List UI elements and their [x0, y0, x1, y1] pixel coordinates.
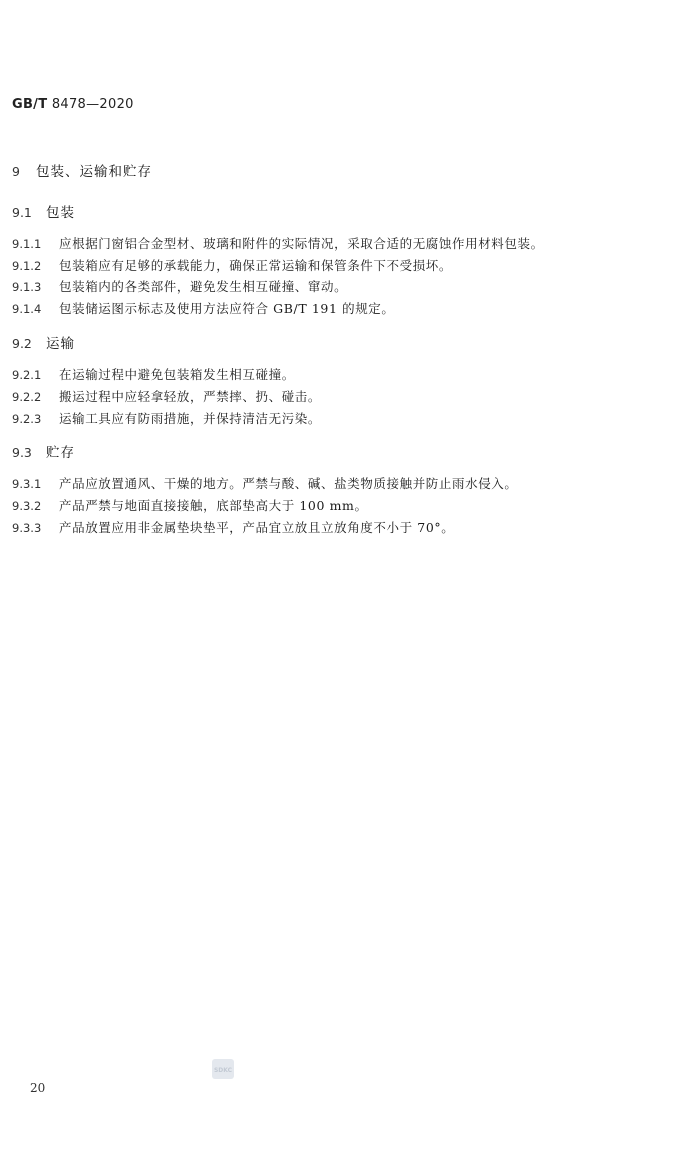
- section-heading-9-3: [12, 441, 75, 461]
- svg-text:SDKC: SDKC: [214, 1067, 232, 1074]
- chapter-heading: [12, 160, 152, 180]
- clause-number: 9.2.1: [12, 368, 42, 382]
- clause-number: 9.2.2: [12, 390, 42, 404]
- section-number: 9.3: [12, 445, 32, 460]
- clause-number: 9.1.2: [12, 259, 42, 273]
- clause-text: 包装箱内的各类部件，避免发生相互碰撞、窜动。: [59, 279, 348, 294]
- clause-9-1-2: [12, 256, 452, 274]
- section-title: 包装: [46, 205, 75, 221]
- clause-number: 9.3.1: [12, 477, 42, 491]
- clause-9-2-1: [12, 365, 295, 383]
- clause-text: 运输工具应有防雨措施，并保持清洁无污染。: [59, 411, 322, 426]
- section-number: 9.1: [12, 205, 32, 220]
- logo-watermark-icon: [212, 1059, 234, 1079]
- clause-number: 9.1.1: [12, 237, 42, 251]
- chapter-title: 包装、运输和贮存: [36, 164, 152, 180]
- clause-text: 搬运过程中应轻拿轻放，严禁摔、扔、碰击。: [59, 389, 322, 404]
- clause-number: 9.1.3: [12, 280, 42, 294]
- clause-9-2-2: [12, 387, 321, 405]
- clause-text: 产品放置应用非金属垫块垫平，产品宜立放且立放角度不小于 70°。: [59, 520, 455, 535]
- clause-9-3-1: [12, 474, 518, 492]
- clause-number: 9.2.3: [12, 412, 42, 426]
- clause-text: 应根据门窗铝合金型材、玻璃和附件的实际情况，采取合适的无腐蚀作用材料包装。: [59, 236, 544, 251]
- clause-text: 包装箱应有足够的承载能力，确保正常运输和保管条件下不受损坏。: [59, 258, 453, 273]
- standard-prefix: GB/T: [12, 97, 48, 112]
- clause-9-2-3: [12, 409, 321, 427]
- standard-number-header: [12, 97, 134, 112]
- clause-number: 9.3.3: [12, 521, 42, 535]
- section-title: 贮存: [46, 445, 75, 461]
- section-number: 9.2: [12, 336, 32, 351]
- section-heading-9-2: [12, 332, 75, 352]
- clause-9-3-3: [12, 518, 454, 536]
- standard-number: 8478—2020: [51, 97, 134, 112]
- clause-9-1-4: [12, 299, 395, 317]
- clause-number: 9.3.2: [12, 499, 42, 513]
- clause-9-1-1: [12, 234, 544, 252]
- section-heading-9-1: [12, 201, 75, 221]
- clause-number: 9.1.4: [12, 302, 42, 316]
- page-number: 20: [30, 1081, 46, 1095]
- clause-text: 产品严禁与地面直接接触，底部垫高大于 100 mm。: [59, 498, 368, 513]
- clause-9-1-3: [12, 277, 347, 295]
- clause-text: 产品应放置通风、干燥的地方。严禁与酸、碱、盐类物质接触并防止雨水侵入。: [59, 476, 518, 491]
- section-title: 运输: [46, 336, 75, 352]
- clause-text: 在运输过程中避免包装箱发生相互碰撞。: [59, 367, 295, 382]
- clause-text: 包装储运图示标志及使用方法应符合 GB/T 191 的规定。: [59, 301, 395, 316]
- clause-9-3-2: [12, 496, 368, 514]
- chapter-number: 9: [12, 164, 20, 179]
